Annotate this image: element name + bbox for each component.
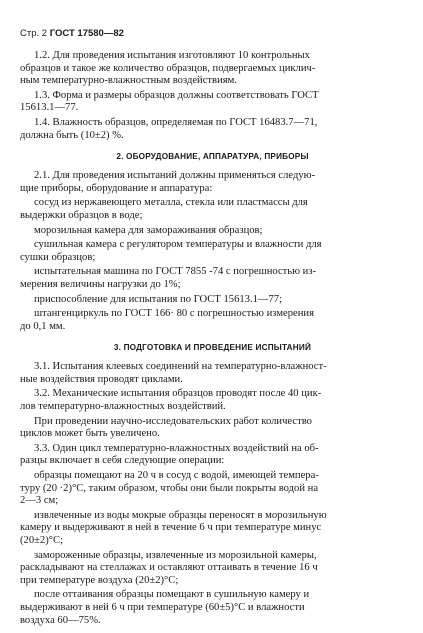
paragraph (20, 589, 405, 627)
text-line: лов температурно-влажностных воздействий. (20, 401, 226, 413)
paragraph (20, 308, 405, 333)
text-line: при температуре воздуха (20±2)°С; (20, 574, 179, 586)
text-line: до 0,1 мм. (20, 320, 66, 332)
paragraph (20, 470, 405, 508)
paragraph (20, 50, 405, 88)
paragraph (20, 225, 405, 238)
text-line: туру (20 ·2)°С, таким образом, чтобы они были покрыты водой на (20, 482, 319, 494)
text-line: сосуд из нержавеющего металла, стекла или пластмассы для (34, 197, 308, 209)
paragraph (20, 197, 405, 222)
text-line: 2—3 см; (20, 495, 59, 507)
text-line: сушки образцов; (20, 251, 96, 263)
text-line: (20±2)°С; (20, 535, 64, 546)
section-heading: 3. ПОДГОТОВКА И ПРОВЕДЕНИЕ ИСПЫТАНИЙ (113, 343, 312, 353)
text-line: 1.2. Для проведения испытания изготовляют 10 контрольных (34, 50, 310, 61)
text-line: должна быть (10±2) %. (20, 129, 124, 141)
paragraph (20, 266, 405, 291)
text-line: ные воздействия проводят циклами. (20, 373, 183, 385)
text-line: морозильная камера для замораживания образцов; (34, 224, 263, 236)
text-line: 3.3. Один цикл температурно-влажностных воздействий на об- (34, 442, 319, 454)
text-line: раскладывают на стеллажах и оставляют оттаивать в течение 16 ч (20, 562, 318, 574)
text-line: приспособление для испытания по ГОСТ 15613.1—77; (34, 293, 283, 305)
text-line: камеру и выдерживают в ней в течение 6 ч при температуре минус (20, 522, 322, 534)
text-line: после оттаивания образцы помещают в сушильную камеру и (34, 589, 310, 601)
paragraph (20, 550, 405, 588)
text-line: извлеченные из воды мокрые образцы переносят в морозильную (34, 509, 327, 521)
text-line: образцов и такое же количество образцов, подвергаемых циклич- (20, 62, 316, 74)
text-line: щие приборы, оборудование и аппаратура: (20, 182, 213, 194)
text-line: штангенциркуль по ГОСТ 166· 80 с погрешностью измерения (34, 308, 314, 320)
text-line: 2.1. Для проведения испытаний должны применяться следую- (34, 170, 316, 182)
text-line: 3.1. Испытания клеевых соединений на температурно-влажност- (34, 361, 327, 373)
text-line: образцы помещают на 20 ч в сосуд с водой, имеющей темпера- (34, 470, 319, 482)
text-line: мерения величины нагрузки до 1%; (20, 278, 181, 290)
text-line: 15613.1—77. (20, 102, 79, 114)
document-body (20, 50, 405, 627)
text-line: выдержки образцов в воде; (20, 209, 143, 221)
text-line: испытательная машина по ГОСТ 7855 -74 с погрешностью из- (34, 266, 317, 278)
paragraph (20, 510, 405, 548)
page-number: Стр. 2 (20, 28, 48, 39)
text-line: 1.4. Влажность образцов, определяемая по ГОСТ 16483.7—71, (34, 116, 318, 128)
paragraph (20, 443, 405, 468)
text-line: замороженные образцы, извлеченные из морозильной камеры, (34, 549, 317, 561)
text-line: ным температурно-влажностным воздействиям. (20, 75, 237, 87)
section-heading: 2. ОБОРУДОВАНИЕ, АППАРАТУРА, ПРИБОРЫ (116, 152, 309, 162)
running-header (20, 28, 405, 39)
standard-number: ГОСТ 17580—82 (49, 28, 124, 39)
paragraph (20, 388, 405, 413)
text-line: разцы включает в себя следующие операции: (20, 455, 225, 467)
paragraph (20, 170, 405, 195)
text-line: 1.3. Форма и размеры образцов должны соответствовать ГОСТ (34, 89, 319, 101)
paragraph (20, 90, 405, 115)
text-line: выдерживают в ней 6 ч при температуре (60±5)°С и влажности (20, 601, 305, 613)
paragraph (20, 239, 405, 264)
text-line: воздуха 60—75%. (20, 614, 101, 626)
text-line: циклов может быть увеличено. (20, 428, 160, 440)
text-line: сушильная камера с регулятором температуры и влажности для (34, 239, 322, 251)
text-line: 3.2. Механические испытания образцов проводят после 40 цик- (34, 388, 322, 400)
paragraph (20, 416, 405, 441)
paragraph (20, 117, 405, 142)
paragraph (20, 361, 405, 386)
text-line: При проведении научно-исследовательских работ количество (34, 415, 312, 427)
paragraph (20, 294, 405, 307)
